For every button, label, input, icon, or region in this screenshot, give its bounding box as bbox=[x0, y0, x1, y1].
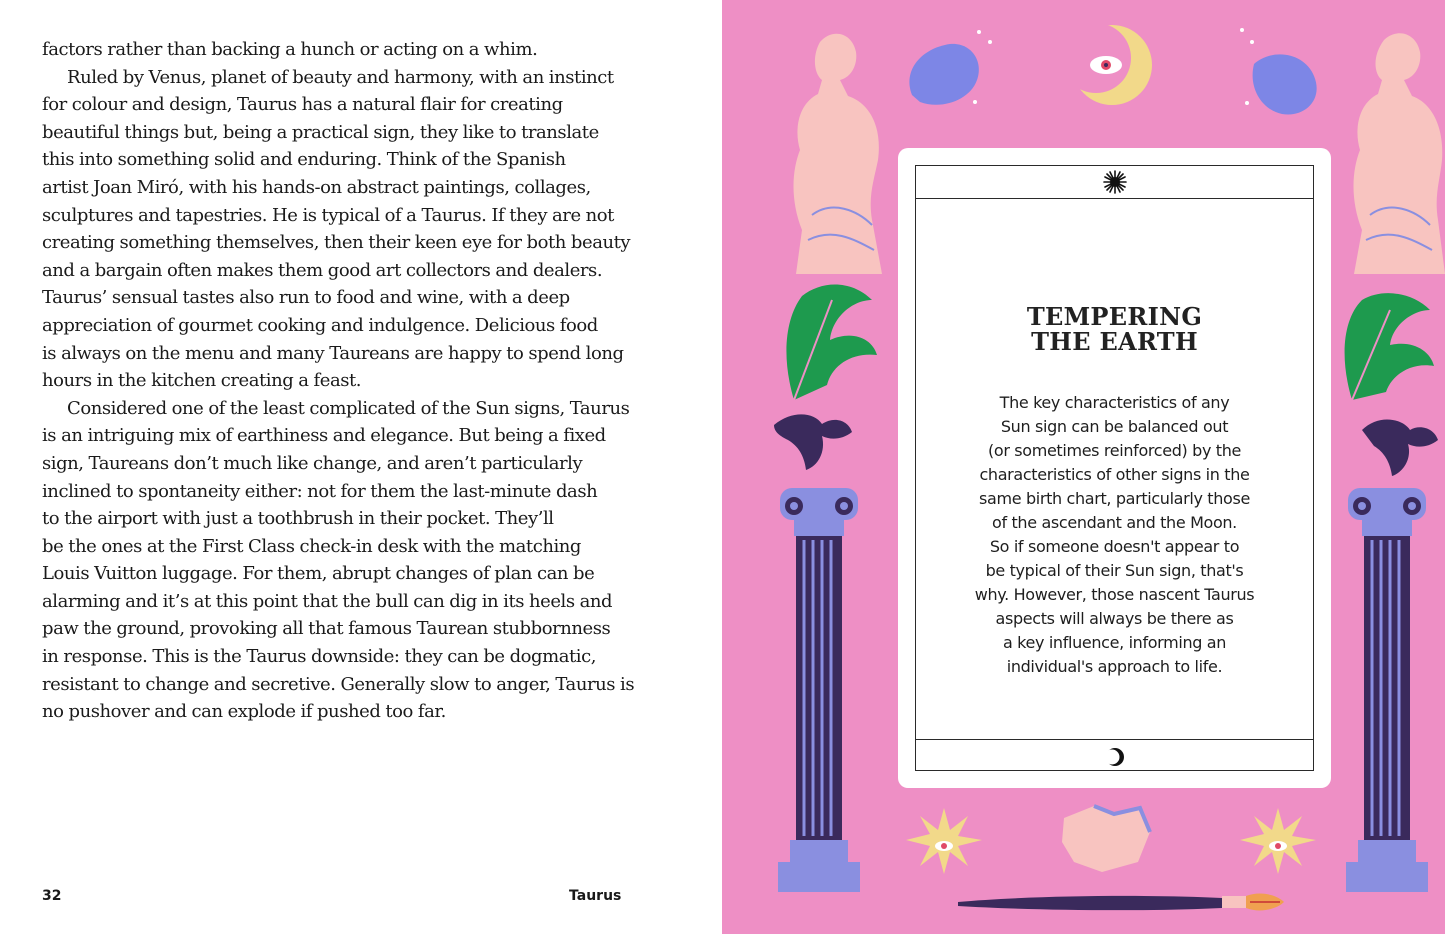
venus-statue-icon bbox=[794, 34, 883, 274]
text-line: alarming and it’s at this point that the bull can dig in its heels and bbox=[42, 590, 613, 612]
moon-icon bbox=[1104, 746, 1126, 768]
body-text bbox=[42, 36, 642, 726]
card-text-line: why. However, those nascent Taurus bbox=[974, 585, 1255, 604]
venus-statue-icon bbox=[1354, 33, 1445, 274]
card-text-line: a key influence, informing an bbox=[1002, 633, 1227, 652]
text-line: factors rather than backing a hunch or acting on a whim. bbox=[42, 39, 538, 60]
stone-fragment-icon bbox=[1062, 806, 1150, 872]
text-line: creating something themselves, then their keen eye for both beauty bbox=[42, 232, 631, 254]
text-line: to the airport with just a toothbrush in their pocket. They’ll bbox=[42, 508, 554, 530]
text-line: be the ones at the First Class check-in desk with the matching bbox=[42, 535, 582, 557]
title-line: TEMPERING bbox=[1026, 302, 1203, 331]
text-line: in response. This is the Taurus downside: they can be dogmatic, bbox=[42, 646, 597, 668]
left-page bbox=[0, 0, 722, 934]
column-icon bbox=[778, 488, 860, 892]
card-text-line: same birth chart, particularly those bbox=[979, 489, 1250, 508]
text-line: sculptures and tapestries. He is typical of a Taurus. If they are not bbox=[42, 204, 614, 226]
text-line: beautiful things but, being a practical sign, they like to translate bbox=[42, 121, 599, 143]
text-line: is an intriguing mix of earthiness and elegance. But being a fixed bbox=[42, 425, 606, 447]
text-line: Taurus’ sensual tastes also run to food and wine, with a deep bbox=[42, 287, 570, 309]
card-text-line: be typical of their Sun sign, that's bbox=[985, 561, 1244, 580]
page-number: 32 bbox=[42, 888, 62, 904]
text-line: is always on the menu and many Taureans are happy to spend long bbox=[42, 342, 624, 364]
card-frame bbox=[915, 165, 1314, 771]
text-line: sign, Taureans don’t much like change, and aren’t particularly bbox=[42, 452, 583, 474]
text-line: no pushover and can explode if pushed too far. bbox=[42, 701, 446, 723]
card-text-line: Sun sign can be balanced out bbox=[1000, 417, 1229, 436]
card-text-line: aspects will always be there as bbox=[995, 609, 1234, 628]
card-text-line: The key characteristics of any bbox=[999, 393, 1230, 412]
moon-eye-icon bbox=[1061, 23, 1152, 105]
card-title bbox=[916, 304, 1313, 354]
text-line: hours in the kitchen creating a feast. bbox=[42, 370, 362, 392]
text-line: inclined to spontaneity either: not for them the last-minute dash bbox=[42, 480, 598, 502]
right-page-illustration bbox=[722, 0, 1445, 934]
card-text-line: So if someone doesn't appear to bbox=[989, 537, 1240, 556]
text-line: this into something solid and enduring. Think of the Spanish bbox=[42, 149, 566, 171]
divider bbox=[916, 198, 1313, 199]
text-line: Considered one of the least complicated of the Sun signs, Taurus bbox=[67, 397, 630, 419]
running-head: Taurus bbox=[569, 888, 622, 904]
paintbrush-icon bbox=[958, 894, 1284, 911]
title-line: THE EARTH bbox=[1031, 327, 1198, 356]
text-line: for colour and design, Taurus has a natural flair for creating bbox=[42, 94, 563, 116]
card-text-line: (or sometimes reinforced) by the bbox=[987, 441, 1242, 460]
text-line: and a bargain often makes them good art collectors and dealers. bbox=[42, 259, 603, 281]
card-text-line: of the ascendant and the Moon. bbox=[992, 513, 1237, 532]
card-text-line: characteristics of other signs in the bbox=[979, 465, 1250, 484]
sun-icon bbox=[1103, 170, 1127, 194]
text-line: paw the ground, provoking all that famous Taurean stubbornness bbox=[42, 618, 611, 640]
card-body bbox=[916, 391, 1313, 679]
text-line: resistant to change and secretive. Generally slow to anger, Taurus is bbox=[42, 673, 635, 695]
text-line: appreciation of gourmet cooking and indulgence. Delicious food bbox=[42, 314, 598, 336]
card-text-line: individual's approach to life. bbox=[1006, 657, 1223, 676]
text-line: Ruled by Venus, planet of beauty and harmony, with an instinct bbox=[67, 66, 614, 88]
info-card bbox=[898, 148, 1331, 788]
text-line: Louis Vuitton luggage. For them, abrupt changes of plan can be bbox=[42, 563, 595, 585]
divider bbox=[916, 739, 1313, 740]
text-line: artist Joan Miró, with his hands-on abstract paintings, collages, bbox=[42, 176, 591, 198]
column-icon bbox=[1346, 488, 1428, 892]
